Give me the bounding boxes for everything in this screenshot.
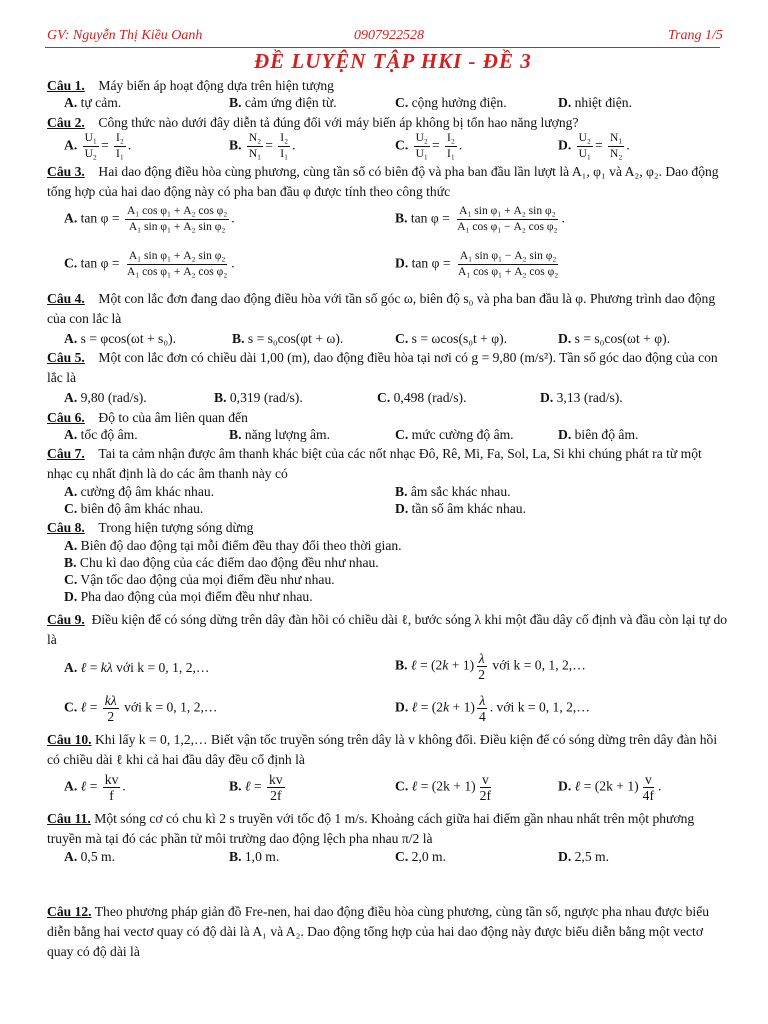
q4-option-a[interactable]: A. s = φcos(ωt + s₀). — [64, 331, 177, 346]
question-text: Máy biến áp hoạt động dựa trên hiện tượng — [98, 78, 334, 93]
q3-option-a[interactable]: A. tan φ = $\frac{\text{A₁ cos φ₁ + A₂ cos φ₂}}{\text{A₁ sin φ₁ + A₂ sin φ₂}}$ . — [64, 205, 235, 233]
question-9 — [47, 610, 728, 650]
question-6 — [47, 408, 728, 428]
question-8 — [47, 518, 728, 538]
q4-option-c[interactable]: C. s = ωcos(s₀t + φ). — [395, 331, 508, 346]
q6-option-d[interactable]: D. biên độ âm. — [558, 427, 639, 442]
q11-option-b[interactable]: B. 1,0 m. — [229, 849, 280, 864]
q8-option-a[interactable]: A. Biên độ dao động tại mỗi điểm đều thay đổi theo thời gian. — [64, 538, 402, 553]
question-1 — [47, 76, 728, 96]
q1-option-b[interactable]: B. cảm ứng điện từ. — [229, 95, 337, 110]
question-number: Câu 10. — [47, 732, 92, 747]
question-4 — [47, 289, 728, 329]
question-text: Hai dao động điều hòa cùng phương, cùng tần số có biên độ và pha ban đầu lần lượt là A₁, φ₁ và A₂, φ₂. Dao động tổng hợp của hai dao động này có pha ban đầu φ được tính theo công thức — [47, 164, 719, 199]
question-number: Câu 7. — [47, 446, 85, 461]
q10-option-b[interactable]: B. ℓ = $\frac{kv}{2f}$ — [229, 772, 283, 803]
question-number: Câu 6. — [47, 410, 85, 425]
q8-option-c[interactable]: C. Vận tốc dao động của mọi điểm đều như nhau. — [64, 572, 335, 587]
question-10 — [47, 730, 728, 770]
question-3 — [47, 162, 728, 202]
q1-option-c[interactable]: C. cộng hưởng điện. — [395, 95, 507, 110]
q7-option-a[interactable]: A. cường độ âm khác nhau. — [64, 484, 215, 499]
question-text: Khi lấy k = 0, 1,2,… Biết vận tốc truyền sóng trên dây là v không đổi. Điều kiện để có sóng dừng trên dây đàn hồi có chiều dài ℓ khi cả hai đầu dây đều cố định là — [47, 732, 718, 767]
q8-option-d[interactable]: D. Pha dao động của mọi điểm đều như nhau. — [64, 589, 313, 604]
q7-option-d[interactable]: D. tần số âm khác nhau. — [395, 501, 527, 516]
question-text: Điều kiện để có sóng dừng trên dây đàn hồi có chiều dài ℓ, bước sóng λ khi một đầu dây cố định và đầu còn lại tự do là — [47, 612, 728, 647]
q6-option-a[interactable]: A. tốc độ âm. — [64, 427, 138, 442]
question-text: Tai ta cảm nhận được âm thanh khác biệt của các nốt nhạc Đô, Rê, Mi, Fa, Sol, La, Si khi chúng phát ra từ một nhạc cụ nhất định là do các âm thanh này có — [47, 446, 702, 481]
question-11 — [47, 809, 728, 849]
question-number: Câu 9. — [47, 612, 85, 627]
q6-option-c[interactable]: C. mức cường độ âm. — [395, 427, 514, 442]
q7-option-c[interactable]: C. biên độ âm khác nhau. — [64, 501, 204, 516]
question-number: Câu 2. — [47, 115, 85, 130]
question-text: Một con lắc đơn đang dao động điều hòa với tần số góc ω, biên độ s₀ và pha ban đầu là φ. Phương trình dao động của con lắc là — [47, 291, 716, 326]
q3-option-c[interactable]: C. tan φ = $\frac{\text{A₁ sin φ₁ + A₂ sin φ₂}}{\text{A₁ cos φ₁ + A₂ cos φ₂}}$ . — [64, 250, 235, 278]
q1-option-a[interactable]: A. tự cảm. — [64, 95, 122, 110]
question-number: Câu 8. — [47, 520, 85, 535]
question-2 — [47, 113, 728, 133]
q5-option-c[interactable]: C. 0,498 (rad/s). — [377, 390, 467, 405]
question-text: Độ to của âm liên quan đến — [98, 410, 248, 425]
question-number: Câu 4. — [47, 291, 85, 306]
question-text: Theo phương pháp giản đồ Fre-nen, hai dao động điều hòa cùng phương, cùng tần số, ngược pha nhau được biểu diễn bằng hai vectơ quay có độ dài là A₁ và A₂. Dao động tổng hợp của hai dao động này được biểu diễn bằng một vectơ quay có độ dài là — [47, 904, 710, 959]
q4-option-b[interactable]: B. s = s₀cos(φt + ω). — [232, 331, 344, 346]
q8-option-b[interactable]: B. Chu kì dao động của các điểm dao động đều như nhau. — [64, 555, 379, 570]
q4-option-d[interactable]: D. s = s₀cos(ωt + φ). — [558, 331, 671, 346]
q9-option-b[interactable]: B. ℓ = (2k + 1) $\frac{\lambda}{2}$ với k = 0, 1, 2,… — [395, 651, 586, 682]
question-text: Trong hiện tượng sóng dừng — [98, 520, 254, 535]
q2-option-a[interactable]: A. $\frac{\text{U₁}}{\text{U₂}}$ = $\frac{\text{I₂}}{\text{I₁}}$ . — [64, 132, 132, 160]
q10-option-a[interactable]: A. ℓ = $\frac{kv}{f}$ . — [64, 772, 126, 803]
question-number: Câu 11. — [47, 811, 91, 826]
q5-option-a[interactable]: A. 9,80 (rad/s). — [64, 390, 147, 405]
question-7 — [47, 444, 728, 484]
q9-option-c[interactable]: C. ℓ = $\frac{k\lambda}{2}$ với k = 0, 1, 2,… — [64, 693, 218, 724]
question-5 — [47, 348, 728, 388]
q6-option-b[interactable]: B. năng lượng âm. — [229, 427, 331, 442]
q9-option-d[interactable]: D. ℓ = (2k + 1) $\frac{\lambda}{4}$ . với k = 0, 1, 2,… — [395, 693, 590, 724]
q5-option-b[interactable]: B. 0,319 (rad/s). — [214, 390, 303, 405]
question-number: Câu 12. — [47, 904, 92, 919]
q11-option-d[interactable]: D. 2,5 m. — [558, 849, 609, 864]
header-rule — [45, 47, 720, 48]
q2-option-c[interactable]: C. $\frac{\text{U₂}}{\text{U₁}}$ = $\frac{\text{I₂}}{\text{I₁}}$ . — [395, 132, 463, 160]
q11-option-c[interactable]: C. 2,0 m. — [395, 849, 446, 864]
question-text: Một sóng cơ có chu kì 2 s truyền với tốc độ 1 m/s. Khoảng cách giữa hai điểm gần nhau nhất trên một phương truyền mà tại đó các phần tử môi trường dao động lệch pha nhau π/2 là — [47, 811, 695, 846]
q9-option-a[interactable]: A. ℓ = kλ với k = 0, 1, 2,… — [64, 660, 210, 675]
question-text: Một con lắc đơn có chiều dài 1,00 (m), dao động điều hòa tại nơi có g = 9,80 (m/s²). Tần số góc dao động của con lắc là — [47, 350, 718, 385]
q11-option-a[interactable]: A. 0,5 m. — [64, 849, 115, 864]
q10-option-d[interactable]: D. ℓ = (2k + 1) $\frac{v}{4f}$ . — [558, 772, 662, 803]
question-number: Câu 5. — [47, 350, 85, 365]
question-number: Câu 1. — [47, 78, 85, 93]
q1-option-d[interactable]: D. nhiệt điện. — [558, 95, 633, 110]
q3-option-b[interactable]: B. tan φ = $\frac{\text{A₁ sin φ₁ + A₂ sin φ₂}}{\text{A₁ cos φ₁ − A₂ cos φ₂}}$ . — [395, 205, 565, 233]
phone-number: 0907922528 — [354, 28, 424, 43]
question-12 — [47, 902, 728, 962]
page-title: ĐỀ LUYỆN TẬP HKI - ĐỀ 3 — [254, 49, 532, 73]
q3-option-d[interactable]: D. tan φ = $\frac{\text{A₁ sin φ₁ − A₂ sin φ₂}}{\text{A₁ cos φ₁ + A₂ cos φ₂}}$ — [395, 250, 559, 278]
question-text: Công thức nào dưới đây diễn tả đúng đối với máy biến áp không bị tổn hao năng lượng? — [98, 115, 579, 130]
author-name: GV: Nguyễn Thị Kiều Oanh — [47, 28, 203, 43]
q7-option-b[interactable]: B. âm sắc khác nhau. — [395, 484, 511, 499]
q2-option-d[interactable]: D. $\frac{\text{U₂}}{\text{U₁}}$ = $\frac{\text{N₁}}{\text{N₂}}$ . — [558, 132, 630, 160]
q5-option-d[interactable]: D. 3,13 (rad/s). — [540, 390, 623, 405]
q10-option-c[interactable]: C. ℓ = (2k + 1) $\frac{v}{2f}$ — [395, 772, 491, 803]
question-number: Câu 3. — [47, 164, 85, 179]
page-number: Trang 1/5 — [668, 28, 723, 43]
q2-option-b[interactable]: B. $\frac{\text{N₂}}{\text{N₁}}$ = $\frac{\text{I₂}}{\text{I₁}}$ . — [229, 132, 296, 160]
